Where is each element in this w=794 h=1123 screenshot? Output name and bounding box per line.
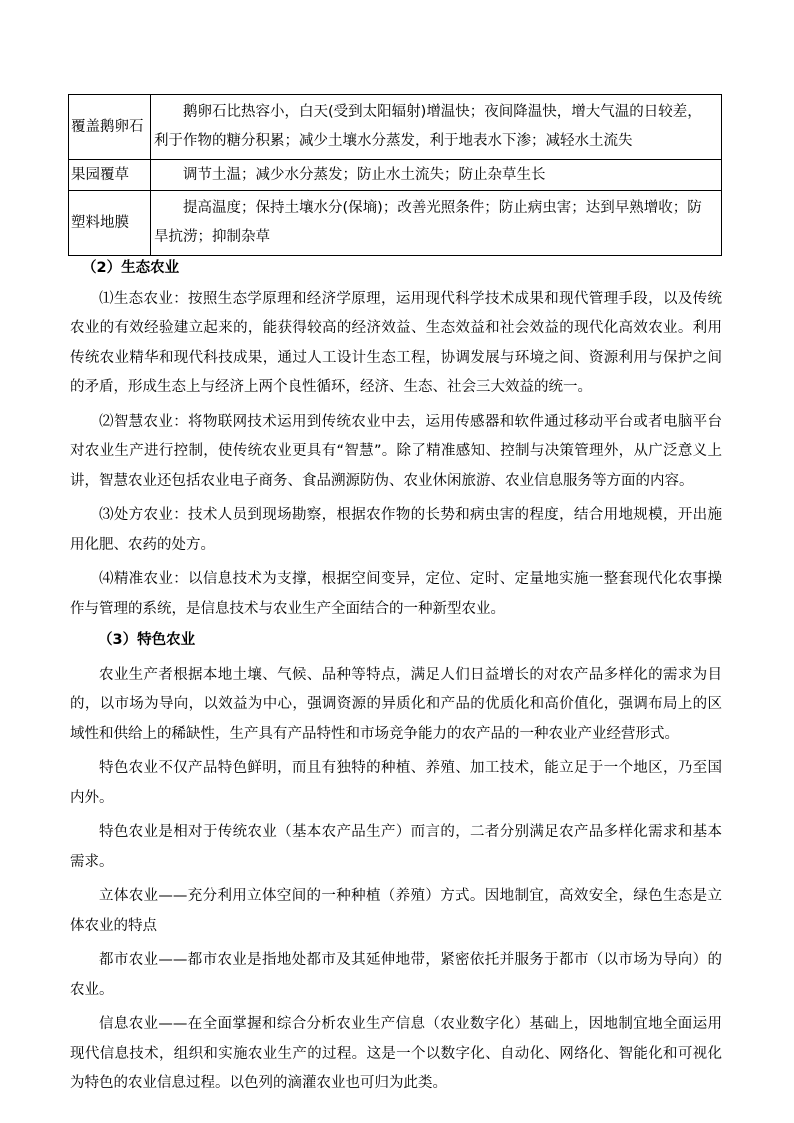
paragraph: 农业生产者根据本地土壤、气候、品种等特点，满足人们日益增长的对农产品多样化的需求为目的，以市场为导向，以效益为中心，强调资源的异质化和产品的优质化和高价值化，强调布局上的区域性和供给上的稀缺性，生产具有产品特性和市场竞争能力的农产品的一种农业产业经营形式。 (70, 666, 722, 742)
table-cell-desc: 鹅卵石比热容小，白天(受到太阳辐射)增温快；夜间降温快，增大气温的日较差，利于作物的糖分积累；减少土壤水分蒸发，利于地表水下渗；减轻水土流失 (151, 95, 722, 160)
table-cell-name: 塑料地膜 (69, 191, 151, 256)
paragraph: 立体农业——充分利用立体空间的一种种植（养殖）方式。因地制宜，高效安全，绿色生态是立体农业的特点 (70, 888, 722, 934)
table-row (69, 191, 722, 256)
paragraph: 都市农业——都市农业是指地处都市及其延伸地带，紧密依托并服务于都市（以市场为导向）的农业。 (70, 952, 722, 998)
paragraph: ⑵智慧农业：将物联网技术运用到传统农业中去，运用传感器和软件通过移动平台或者电脑平台对农业生产进行控制，使传统农业更具有“智慧”。除了精准感知、控制与决策管理外，从广泛意义上讲，智慧农业还包括农业电子商务、食品溯源防伪、农业休闲旅游、农业信息服务等方面的内容。 (70, 413, 722, 489)
paragraph: ⑷精准农业：以信息技术为支撑，根据空间变异，定位、定时、定量地实施一整套现代化农事操作与管理的系统，是信息技术与农业生产全面结合的一种新型农业。 (70, 571, 722, 617)
table-row (69, 95, 722, 160)
paragraph: 特色农业是相对于传统农业（基本农产品生产）而言的，二者分别满足农产品多样化需求和基本需求。 (70, 824, 722, 870)
table-cell-desc: 提高温度；保持土壤水分(保墒)；改善光照条件；防止病虫害；达到早熟增收；防旱抗涝；抑制杂草 (151, 191, 722, 256)
document-body (70, 254, 722, 1099)
paragraph: 信息农业——在全面掌握和综合分析农业生产信息（农业数字化）基础上，因地制宜地全面运用现代信息技术，组织和实施农业生产的过程。这是一个以数字化、自动化、网络化、智能化和可视化为特色的农业信息过程。以色列的滴灌农业也可归为此类。 (70, 1016, 722, 1091)
mulching-table (68, 94, 722, 256)
table-cell-desc: 调节土温；减少水分蒸发；防止水土流失；防止杂草生长 (151, 160, 722, 191)
table-cell-name: 覆盖鹅卵石 (69, 95, 151, 160)
paragraph: ⑴生态农业：按照生态学原理和经济学原理，运用现代科学技术成果和现代管理手段，以及传统农业的有效经验建立起来的，能获得较高的经济效益、生态效益和社会效益的现代化高效农业。利用传统农业精华和现代科技成果，通过人工设计生态工程，协调发展与环境之间、资源利用与保护之间的矛盾，形成生态上与经济上两个良性循环，经济、生态、社会三大效益的统一。 (70, 290, 722, 395)
table-cell-name: 果园覆草 (69, 160, 151, 191)
section-heading-eco: （2）生态农业 (82, 260, 180, 276)
section-heading-feature: （3）特色农业 (98, 632, 196, 648)
paragraph: 特色农业不仅产品特色鲜明，而且有独特的种植、养殖、加工技术，能立足于一个地区，乃至国内外。 (70, 760, 722, 806)
table-row (69, 160, 722, 191)
paragraph: ⑶处方农业：技术人员到现场勘察，根据农作物的长势和病虫害的程度，结合用地规模，开出施用化肥、农药的处方。 (70, 507, 722, 553)
